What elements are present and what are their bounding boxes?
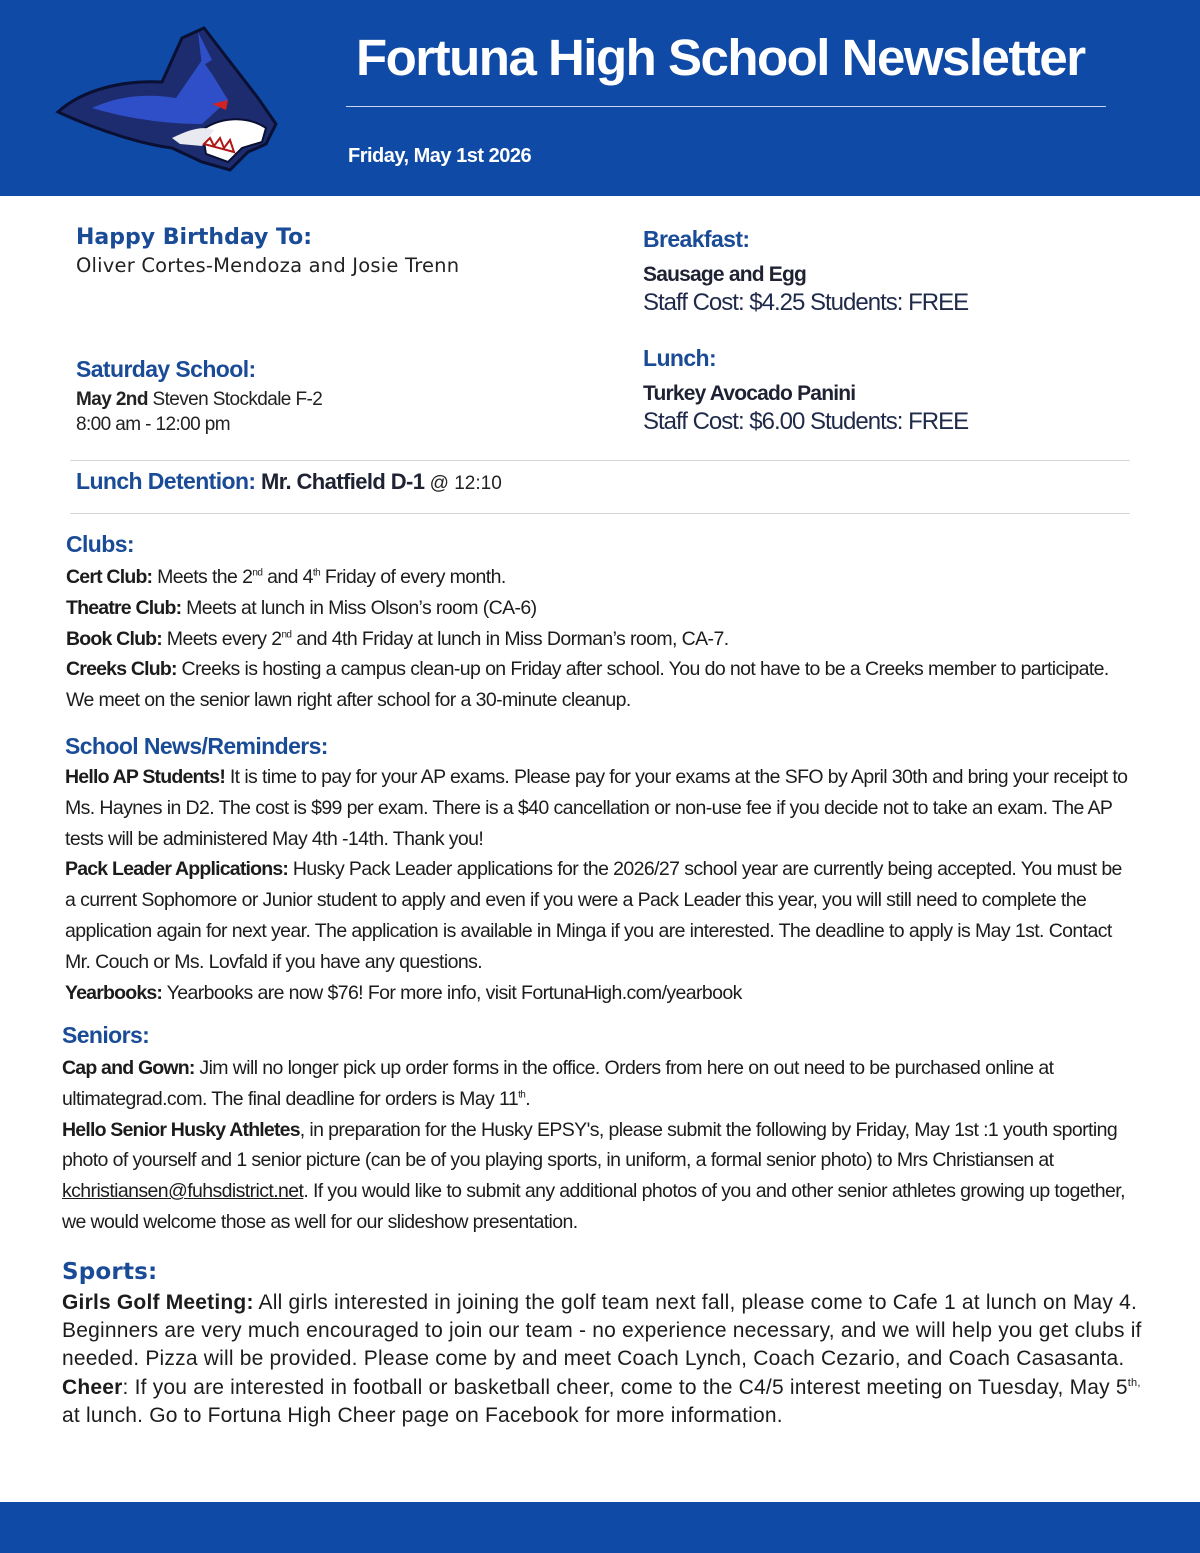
senior-athletes-end: . If you would like to submit any additional photos of you and other senior athletes growing up together, we would welcome those as well for our slideshow presentation. [62,1180,1125,1233]
birthday-heading: Happy Birthday To: [76,225,313,250]
sports-heading: Sports: [62,1259,158,1285]
saturday-school-section [76,356,322,437]
birthday-names: Oliver Cortes-Mendoza and Josie Trenn [76,254,460,277]
cert-club-text-c: Friday of every month. [320,566,506,588]
book-club-text-b: and 4th Friday at lunch in Miss Dorman’s room, CA-7. [291,627,729,650]
cert-club-item [66,562,1136,593]
lunch-cost: Staff Cost: $6.00 Students: FREE [643,408,969,435]
sports-body [62,1289,1142,1430]
title-divider [346,106,1106,107]
seniors-heading: Seniors: [62,1022,150,1048]
husky-mascot-logo [52,20,280,180]
saturday-school-location: Steven Stockdale F-2 [147,389,323,410]
school-news-body [65,762,1135,1008]
lunch-detention-time: @ 12:10 [424,473,502,494]
divider-bottom [70,513,1130,514]
lunch-item: Turkey Avocado Panini [643,382,856,405]
clubs-heading: Clubs: [66,531,134,557]
theatre-club-label: Theatre Club: [66,596,182,619]
senior-athletes-item [62,1115,1138,1238]
cheer-sup: th, [1127,1376,1141,1389]
ap-students-label: Hello AP Students! [65,766,226,788]
cap-gown-text: Jim will no longer pick up order forms in the office. Orders from here on out need to be purchased online at ultimategrad.com. The final deadline for orders is May 11 [62,1057,1054,1110]
divider-top [70,460,1130,461]
footer-band [0,1502,1200,1553]
cheer-text-b: at lunch. Go to Fortuna High Cheer page on Facebook for more information. [62,1403,783,1427]
cap-gown-end: . [525,1087,531,1110]
clubs-body [66,562,1136,716]
cap-gown-item [62,1053,1138,1115]
lunch-detention [76,468,502,495]
book-club-sup: nd [281,629,292,641]
lunch-heading: Lunch: [643,345,717,371]
cheer-item [62,1374,1142,1430]
yearbooks-text: Yearbooks are now $76! For more info, visit FortunaHigh.com/yearbook [162,981,742,1004]
birthday-section [76,225,459,277]
saturday-school-detail [76,387,322,412]
cert-club-label: Cert Club: [66,566,153,588]
creeks-club-label: Creeks Club: [66,658,177,681]
pack-leader-text: Husky Pack Leader applications for the 2026/27 school year are currently being accepted. You must be a current Sophomore or Junior student to apply and even if you were a Pack Leader this year, you will still need to complete the application again for next year. The application is available in Minga if you are interested. The deadline to apply is May 1st. Contact Mr. Couch or Ms. Lovfald if you have any questions. [65,858,1122,973]
ap-students-item [65,762,1135,854]
cert-club-sup-1: nd [252,567,263,579]
yearbooks-item [65,978,1135,1009]
breakfast-cost: Staff Cost: $4.25 Students: FREE [643,289,969,316]
girls-golf-text: All girls interested in joining the golf team next fall, please come to Cafe 1 at lunch on May 4. Beginners are very much encouraged to join our team - no experience necessary, and we will help you get clubs if needed. Pizza will be provided. Please come by and meet Coach Lynch, Coach Cezario, and Coach Casasanta. [62,1291,1142,1371]
cap-gown-label: Cap and Gown: [62,1057,195,1079]
seniors-body [62,1053,1138,1238]
breakfast-heading: Breakfast: [643,226,750,252]
creeks-club-text: Creeks is hosting a campus clean-up on Friday after school. You do not have to be a Creeks member to participate. We meet on the senior lawn right after school for a 30-minute cleanup. [66,658,1109,712]
pack-leader-label: Pack Leader Applications: [65,858,289,881]
yearbooks-label: Yearbooks: [65,981,163,1004]
lunch-detention-teacher: Mr. Chatfield D-1 [255,469,425,494]
theatre-club-item [66,593,1136,624]
pack-leader-item [65,854,1135,977]
cap-gown-sup: th [518,1089,526,1101]
cheer-text-a: : If you are interested in football or basketball cheer, come to the C4/5 interest meeting on Tuesday, May 5 [122,1375,1128,1399]
issue-date: Friday, May 1st 2026 [348,145,532,167]
saturday-school-heading: Saturday School: [76,356,256,382]
cheer-label: Cheer [62,1375,123,1399]
clubs-section [66,531,1136,716]
saturday-school-date: May 2nd [76,389,148,410]
cert-club-text-b: and 4 [262,566,313,588]
book-club-text-a: Meets every 2 [161,627,282,650]
cert-club-sup-2: th [312,567,321,579]
christiansen-email-link[interactable]: kchristiansen@fuhsdistrict.net [62,1180,304,1203]
ap-students-text: It is time to pay for your AP exams. Please pay for your exams at the SFO by April 30th and bring your receipt to Ms. Haynes in D2. The cost is $99 per exam. There is a $40 cancellation or non-use fee if you decide not to take an exam. The AP tests will be administered May 4th -14th. Thank you! [65,766,1128,850]
breakfast-section [643,226,968,317]
newsletter-title: Fortuna High School Newsletter [356,29,1085,86]
school-news-section [65,733,1135,1008]
theatre-club-text: Meets at lunch in Miss Olson’s room (CA-6) [181,596,537,619]
breakfast-item: Sausage and Egg [643,263,807,286]
creeks-club-item [66,654,1136,716]
header-banner [0,0,1200,196]
cert-club-text-a: Meets the 2 [152,566,253,588]
lunch-section [643,345,968,436]
lunch-detention-label: Lunch Detention: [76,468,256,494]
sports-section [62,1259,1142,1430]
girls-golf-label: Girls Golf Meeting: [62,1291,254,1314]
book-club-label: Book Club: [66,627,162,650]
book-club-item [66,624,1136,655]
school-news-heading: School News/Reminders: [65,733,328,759]
seniors-section [62,1022,1138,1238]
senior-athletes-label: Hello Senior Husky Athletes [62,1118,300,1141]
senior-athletes-text: , in preparation for the Husky EPSY's, please submit the following by Friday, May 1st :1 youth sporting photo of yourself and 1 senior picture (can be of you playing sports, in uniform, a formal senior photo) to Mrs Christiansen at [62,1118,1118,1172]
girls-golf-item [62,1289,1142,1374]
saturday-school-time: 8:00 am - 12:00 pm [76,414,230,435]
